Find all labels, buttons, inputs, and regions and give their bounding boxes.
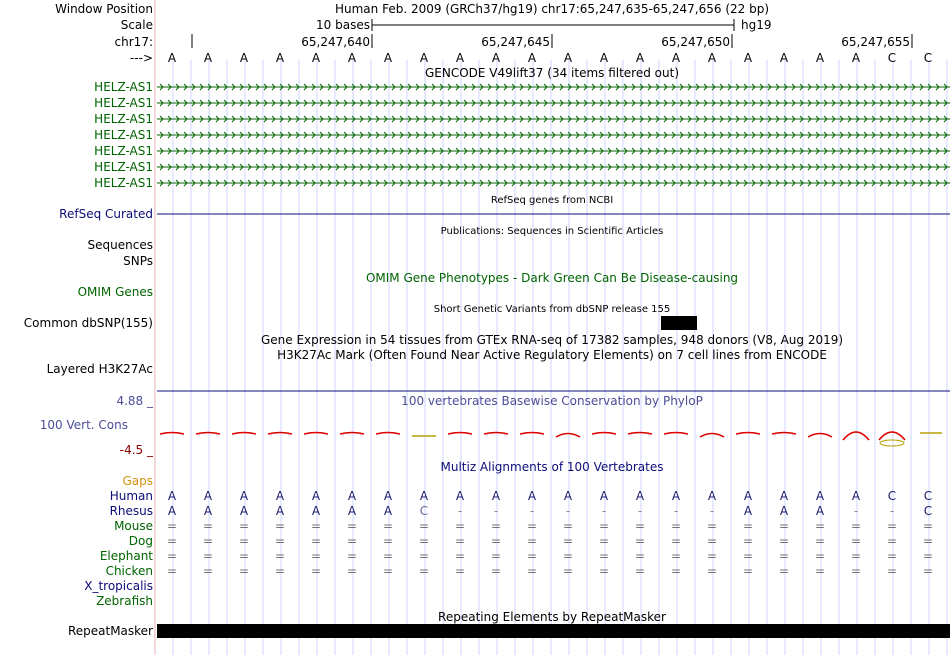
alignment-match: = [382,534,394,548]
rhesus-base: - [889,504,895,518]
alignment-match: = [418,519,430,533]
human-base: A [311,489,321,503]
gencode-track-title: GENCODE V49lift37 (34 items filtered out) [424,66,680,80]
alignment-match: = [274,564,286,578]
species-chicken-label: Chicken [105,564,153,578]
alignment-match: = [202,534,214,548]
rhesus-base: A [779,504,789,518]
reference-base: A [851,51,861,65]
alignment-match: = [166,519,178,533]
alignment-match: = [346,564,358,578]
alignment-match: = [706,564,718,578]
alignment-match: = [310,549,322,563]
reference-base: A [563,51,573,65]
reference-base: A [527,51,537,65]
reference-base: A [419,51,429,65]
human-base: A [743,489,753,503]
window-position-label: Window Position [55,2,153,16]
refseq-track-label[interactable]: RefSeq Curated [59,207,153,221]
rhesus-base: A [167,504,177,518]
cons-track-label[interactable]: 100 Vert. Cons [39,418,128,432]
alignment-match: = [814,519,826,533]
publications-track-title: Publications: Sequences in Scientific Articles [440,226,664,237]
common-dbsnp-track-label[interactable]: Common dbSNP(155) [23,316,153,330]
alignment-match: = [346,534,358,548]
human-base: A [851,489,861,503]
omim-track-label[interactable]: OMIM Genes [77,285,153,299]
layered-h3k27ac-track-label[interactable]: Layered H3K27Ac [46,362,153,376]
human-base: A [779,489,789,503]
species-dog-label: Dog [128,534,153,548]
alignment-match: = [202,519,214,533]
alignment-match: = [922,519,934,533]
alignment-match: = [778,534,790,548]
reference-base: A [275,51,285,65]
alignment-match: = [814,534,826,548]
alignment-match: = [346,519,358,533]
strand-arrow-label: ---> [129,51,153,65]
alignment-match: = [562,534,574,548]
reference-base: A [707,51,717,65]
alignment-match: = [778,519,790,533]
rhesus-base: A [815,504,825,518]
ruler-coord: 65,247,645 [481,35,550,49]
alignment-match: = [742,519,754,533]
alignment-match: = [166,564,178,578]
reference-base: A [311,51,321,65]
alignment-match: = [706,519,718,533]
assembly-text: hg19 [741,18,772,32]
alignment-match: = [922,564,934,578]
cons-max-label: 4.88 _ [116,394,153,408]
alignment-match: = [742,564,754,578]
rhesus-base: A [239,504,249,518]
chr-label: chr17: [114,35,153,49]
alignment-match: = [850,549,862,563]
ruler-coord: 65,247,650 [661,35,730,49]
alignment-match: = [274,549,286,563]
human-base: A [815,489,825,503]
alignment-match: = [346,549,358,563]
alignment-match: = [454,564,466,578]
alignment-match: = [418,534,430,548]
alignment-match: = [634,534,646,548]
alignment-match: = [670,564,682,578]
reference-base: C [887,51,897,65]
alignment-match: = [598,534,610,548]
alignment-match: = [634,519,646,533]
rhesus-base: A [347,504,357,518]
alignment-match: = [850,564,862,578]
gencode-track-label[interactable]: HELZ-AS1 [94,176,153,190]
rhesus-base: A [203,504,213,518]
alignment-match: = [526,564,538,578]
alignment-match: = [634,549,646,563]
species-mouse-label: Mouse [114,519,153,533]
alignment-match: = [490,564,502,578]
gencode-track-label[interactable]: HELZ-AS1 [94,112,153,126]
alignment-match: = [886,519,898,533]
rhesus-base: - [493,504,499,518]
reference-base: A [599,51,609,65]
alignment-match: = [526,534,538,548]
rhesus-base: - [565,504,571,518]
conservation-track-title: 100 vertebrates Basewise Conservation by PhyloP [401,394,703,408]
rhesus-base: - [529,504,535,518]
alignment-match: = [418,564,430,578]
alignment-match: = [850,519,862,533]
alignment-match: = [454,549,466,563]
reference-base: A [671,51,681,65]
alignment-match: = [778,549,790,563]
human-base: A [275,489,285,503]
alignment-match: = [310,534,322,548]
h3k27ac-track-title: H3K27Ac Mark (Often Found Near Active Regulatory Elements) on 7 cell lines from ENCODE [277,348,827,362]
human-base: A [239,489,249,503]
species-elephant-label: Elephant [99,549,153,563]
alignment-match: = [562,564,574,578]
alignment-match: = [382,549,394,563]
alignment-match: = [742,549,754,563]
gencode-track-label[interactable]: HELZ-AS1 [94,144,153,158]
alignment-match: = [202,549,214,563]
alignment-match: = [598,549,610,563]
alignment-match: = [166,549,178,563]
alignment-match: = [166,534,178,548]
reference-base: A [383,51,393,65]
species-rhesus-label: Rhesus [109,504,153,518]
alignment-match: = [778,564,790,578]
alignment-match: = [490,534,502,548]
alignment-match: = [598,519,610,533]
gaps-label: Gaps [122,474,153,488]
sequences-track-label[interactable]: Sequences [87,238,153,252]
alignment-match: = [274,534,286,548]
rhesus-base: - [853,504,859,518]
alignment-match: = [706,549,718,563]
alignment-match: = [310,564,322,578]
alignment-match: = [418,549,430,563]
ruler-coord: 65,247,655 [841,35,910,49]
alignment-match: = [382,564,394,578]
alignment-match: = [706,534,718,548]
human-base: A [203,489,213,503]
gtex-track-title: Gene Expression in 54 tissues from GTEx RNA-seq of 17382 samples, 948 donors (V8, Aug 2019) [260,333,844,347]
window-position-text: Human Feb. 2009 (GRCh37/hg19) chr17:65,247,635-65,247,656 (22 bp) [334,2,770,16]
gencode-track-label[interactable]: HELZ-AS1 [94,80,153,94]
alignment-match: = [922,549,934,563]
alignment-match: = [598,564,610,578]
alignment-match: = [562,519,574,533]
rhesus-base: - [457,504,463,518]
refseq-track-title: RefSeq genes from NCBI [490,195,614,206]
dbsnp-track-title: Short Genetic Variants from dbSNP release 155 [433,304,671,315]
scale-bar-text: 10 bases [316,18,370,32]
human-base: A [419,489,429,503]
rhesus-base: A [383,504,393,518]
gencode-track-label[interactable]: HELZ-AS1 [94,96,153,110]
alignment-match: = [382,519,394,533]
alignment-match: = [310,519,322,533]
repeatmasker-track-label[interactable]: RepeatMasker [67,624,153,638]
reference-base: A [203,51,213,65]
human-base: A [563,489,573,503]
rhesus-base: A [311,504,321,518]
rhesus-base: A [275,504,285,518]
scale-label: Scale [120,18,153,32]
alignment-match: = [742,534,754,548]
rhesus-base: C [923,504,933,518]
human-base: A [491,489,501,503]
human-base: A [455,489,465,503]
human-base: A [347,489,357,503]
rhesus-base: - [673,504,679,518]
alignment-match: = [562,549,574,563]
cons-min-label: -4.5 _ [119,443,153,457]
human-base: A [167,489,177,503]
alignment-match: = [886,564,898,578]
reference-base: A [347,51,357,65]
human-base: A [527,489,537,503]
ruler-coord: 65,247,640 [301,35,370,49]
alignment-match: = [238,534,250,548]
reference-base: C [923,51,933,65]
alignment-match: = [634,564,646,578]
alignment-match: = [526,549,538,563]
rhesus-base: - [637,504,643,518]
omim-track-title: OMIM Gene Phenotypes - Dark Green Can Be Disease-causing [365,271,739,285]
rhesus-base: - [601,504,607,518]
human-base: A [599,489,609,503]
alignment-match: = [526,519,538,533]
alignment-match: = [454,519,466,533]
reference-base: A [455,51,465,65]
alignment-match: = [814,564,826,578]
human-base: C [887,489,897,503]
species-zebrafish-label: Zebrafish [96,594,153,608]
human-base: A [635,489,645,503]
human-base: A [671,489,681,503]
repeatmasker-track-title: Repeating Elements by RepeatMasker [438,610,666,624]
alignment-match: = [886,534,898,548]
alignment-match: = [814,549,826,563]
reference-base: A [635,51,645,65]
alignment-match: = [238,564,250,578]
reference-base: A [491,51,501,65]
alignment-match: = [490,519,502,533]
rhesus-base: - [709,504,715,518]
alignment-match: = [670,534,682,548]
alignment-match: = [670,519,682,533]
human-base: A [707,489,717,503]
alignment-match: = [886,549,898,563]
alignment-match: = [238,519,250,533]
reference-base: A [743,51,753,65]
alignment-match: = [922,534,934,548]
reference-base: A [239,51,249,65]
alignment-match: = [274,519,286,533]
alignment-match: = [490,549,502,563]
alignment-match: = [238,549,250,563]
reference-base: A [167,51,177,65]
alignment-match: = [670,549,682,563]
alignment-match: = [202,564,214,578]
species-human-label: Human [109,489,153,503]
rhesus-base: A [743,504,753,518]
alignment-match: = [454,534,466,548]
alignment-match: = [850,534,862,548]
human-base: C [923,489,933,503]
reference-base: A [815,51,825,65]
rhesus-base: C [419,504,429,518]
gencode-track-label[interactable]: HELZ-AS1 [94,128,153,142]
human-base: A [383,489,393,503]
gencode-track-label[interactable]: HELZ-AS1 [94,160,153,174]
species-xtropicalis-label: X_tropicalis [84,579,153,593]
reference-base: A [779,51,789,65]
multiz-track-title: Multiz Alignments of 100 Vertebrates [440,460,664,474]
snps-track-label[interactable]: SNPs [123,254,153,268]
